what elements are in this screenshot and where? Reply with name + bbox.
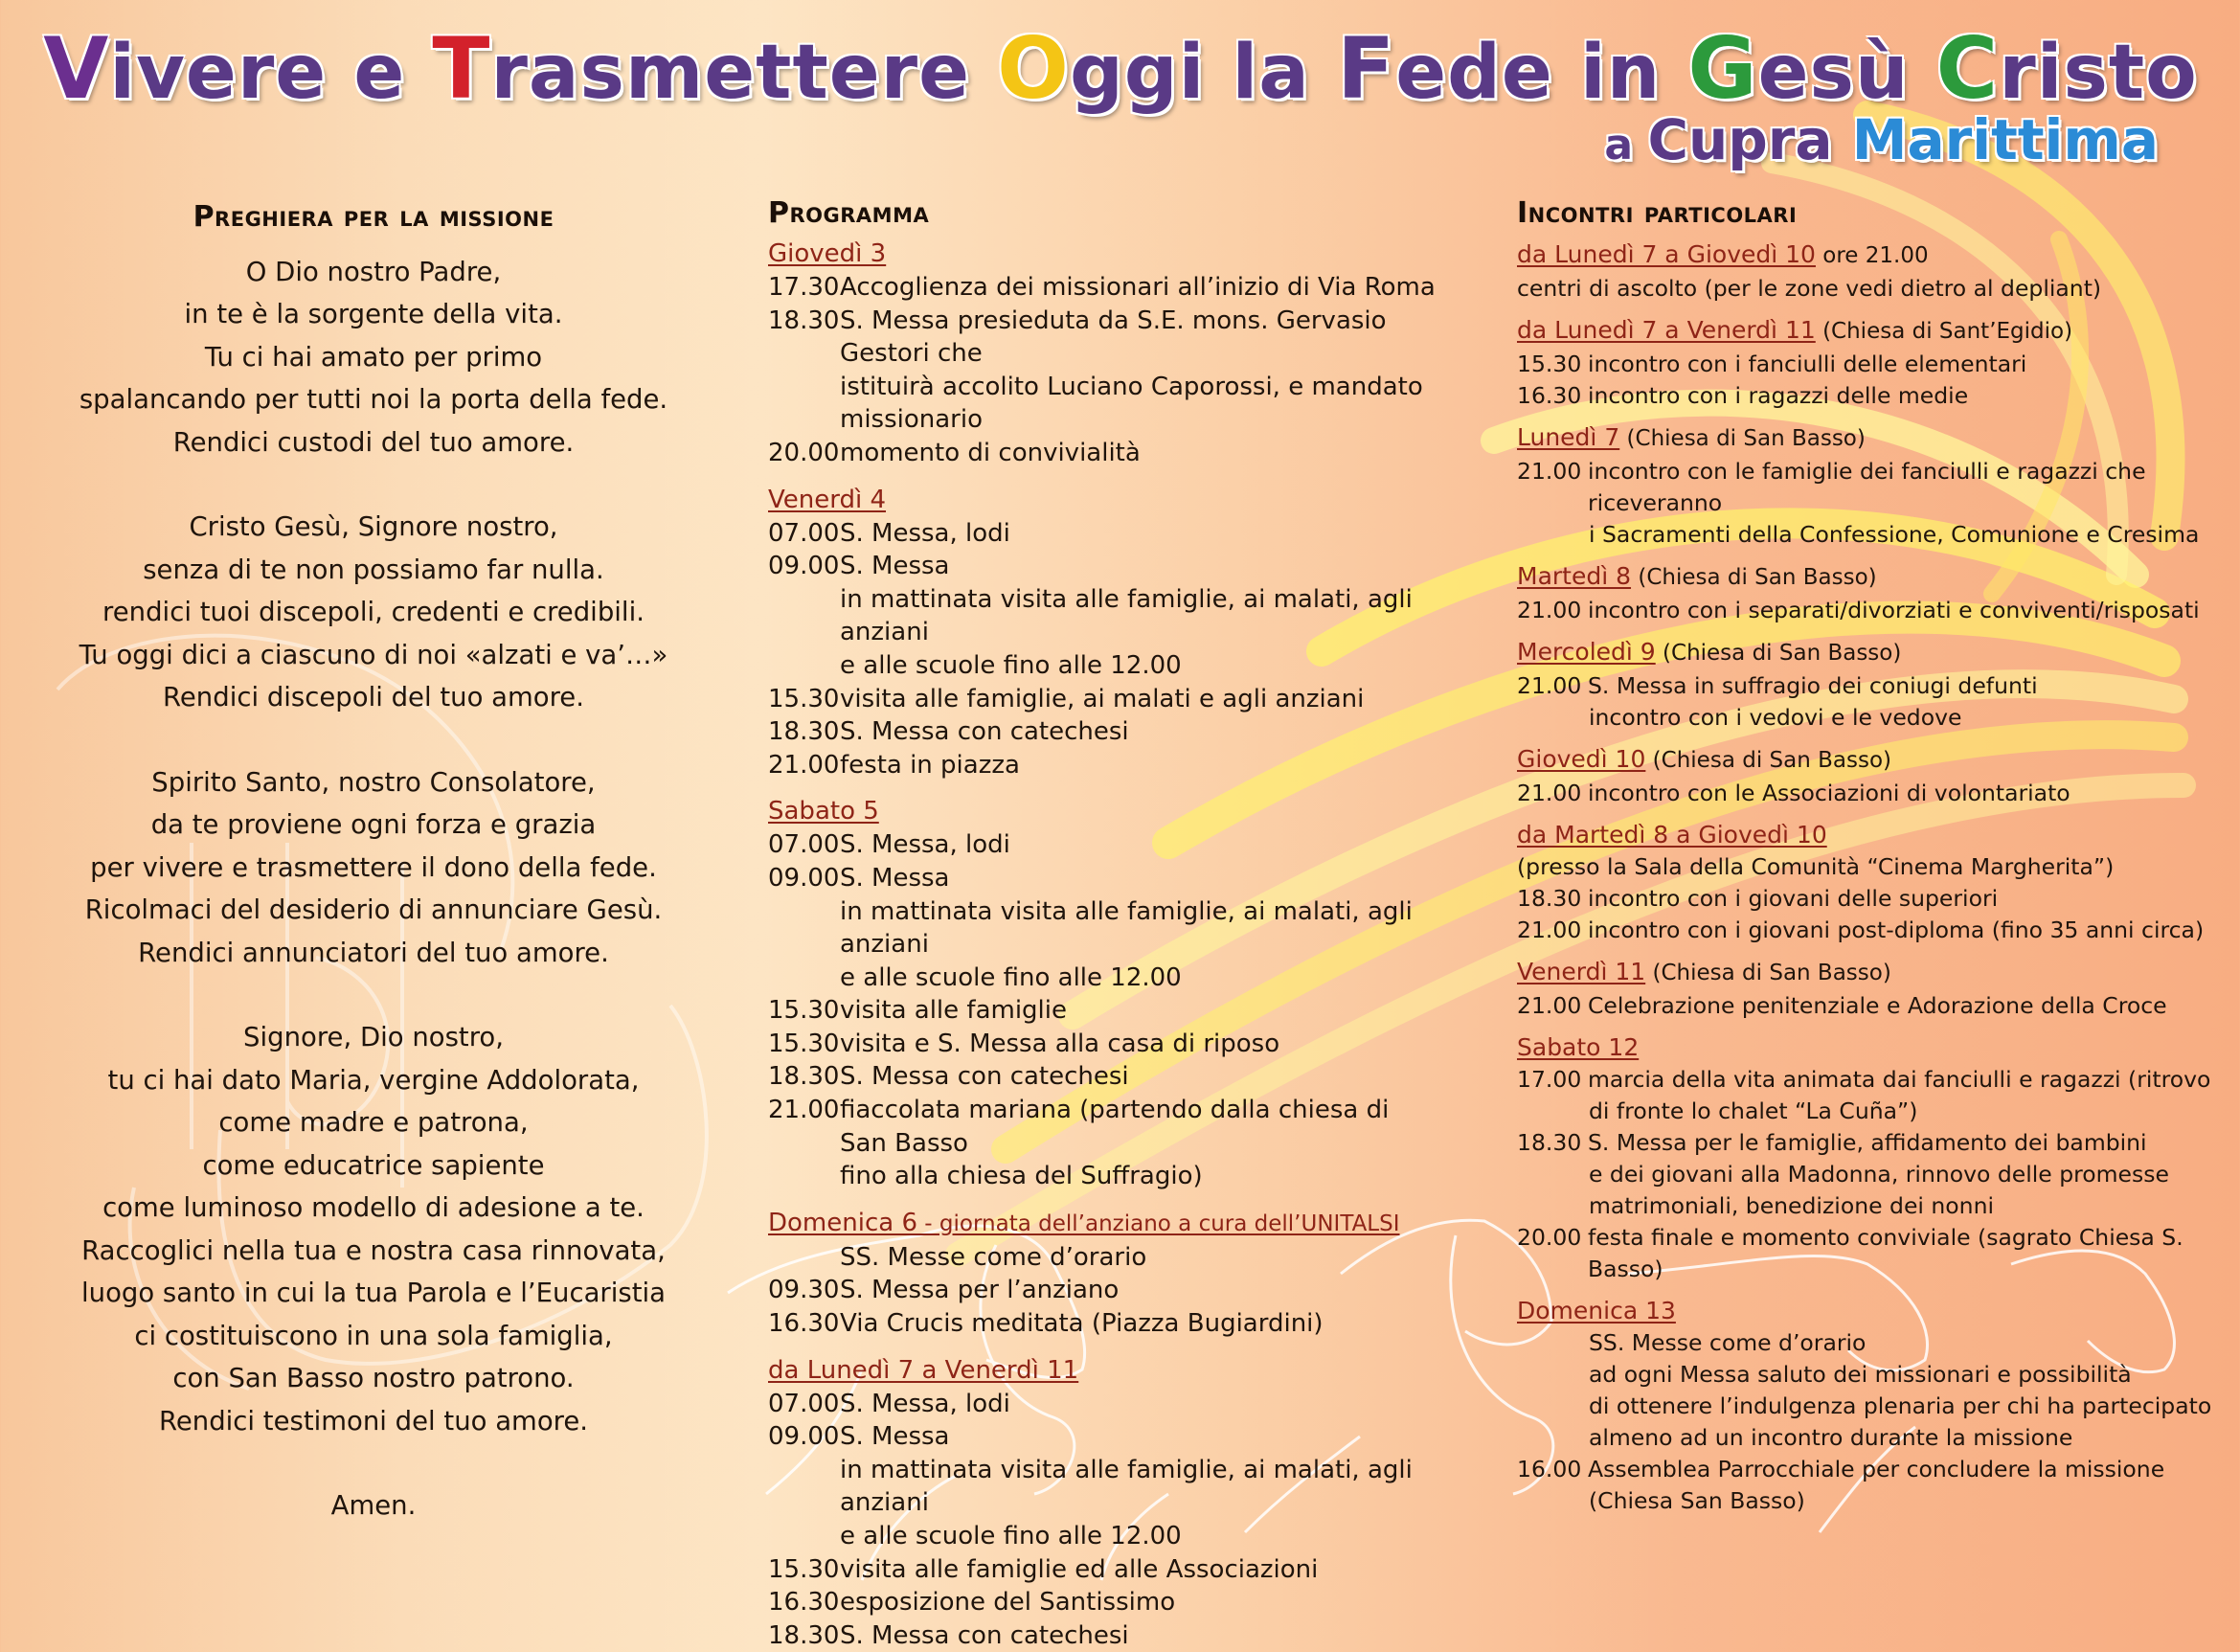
prayer-line: senza di te non possiamo far nulla.: [143, 554, 604, 585]
schedule-detail: di ottenere l’indulgenza plenaria per chi ha partecipato: [1589, 1392, 2212, 1419]
prayer-line: O Dio nostro Padre,: [245, 256, 502, 287]
schedule-time: 21.00: [1517, 780, 1582, 806]
incontro-extra: (Chiesa di San Basso): [1645, 748, 1891, 773]
incontro-title-text: da Lunedì 7 a Venerdì 11: [1517, 316, 1816, 344]
incontro-title-text: Domenica 13: [1517, 1297, 1676, 1324]
schedule-time: 09.00: [768, 863, 840, 893]
schedule-row: [1517, 1454, 2226, 1485]
schedule-row: [768, 550, 1438, 583]
incontro-title: [1517, 1294, 2226, 1327]
prayer-line: spalancando per tutti noi la porta della fede.: [79, 384, 668, 415]
schedule-activity: Via Crucis meditata (Piazza Bugiardini): [840, 1309, 1324, 1339]
incontro-title-text: da Martedì 8 a Giovedì 10: [1517, 821, 1827, 849]
subtitle-a: a: [1604, 121, 1648, 170]
incontri-body: [1517, 238, 2226, 1517]
schedule-row: [768, 715, 1438, 749]
incontro-title: [1517, 742, 2226, 778]
schedule-activity: S. Messa per l’anziano: [840, 1276, 1120, 1305]
prayer-line: per vivere e trasmettere il dono della fede.: [90, 851, 657, 883]
schedule-activity: S. Messa con catechesi: [840, 1620, 1129, 1650]
incontro-title: [1517, 559, 2226, 595]
prayer-column: [57, 196, 690, 1570]
prayer-stanza: [57, 761, 690, 975]
schedule-activity: S. Messa presieduta da S.E. mons. Gervasio Gestori che: [840, 306, 1387, 369]
schedule-row: [1517, 349, 2226, 380]
schedule-activity: visita alle famiglie: [840, 996, 1067, 1026]
incontro-title-text: Venerdì 11: [1517, 958, 1646, 985]
programma-column: [768, 196, 1438, 1652]
schedule-detail: in mattinata visita alle famiglie, ai malati, agli anziani: [840, 584, 1413, 647]
subtitle-marittima: Marittima: [1851, 107, 2159, 172]
schedule-row: [768, 828, 1438, 862]
page-subtitle: [1604, 107, 2159, 172]
schedule-detail: i Sacramenti della Confessione, Comunione e Cresima: [1589, 521, 2200, 548]
schedule-time: 17.30: [768, 273, 840, 302]
schedule-activity: incontro con i fanciulli delle elementari: [1588, 351, 2027, 377]
schedule-activity: S. Messa in suffragio dei coniugi defunti: [1588, 672, 2038, 699]
incontro-block: [1517, 1294, 2226, 1517]
schedule-time: 18.30: [768, 1620, 840, 1650]
incontro-block: [1517, 1030, 2226, 1285]
schedule-row: [1517, 1222, 2226, 1285]
schedule-row: [768, 437, 1438, 470]
schedule-row: [768, 994, 1438, 1028]
incontro-title: [1517, 635, 2226, 670]
schedule-time: 07.00: [768, 1389, 840, 1418]
incontro-title: [1517, 955, 2226, 990]
prayer-stanza: [57, 506, 690, 719]
incontro-title: [1517, 818, 2226, 851]
prayer-line: Signore, Dio nostro,: [243, 1022, 504, 1052]
schedule-activity: Assemblea Parrocchiale per concludere la missione: [1588, 1456, 2165, 1482]
prayer-stanza: [57, 1016, 690, 1442]
title-part: O: [997, 19, 1070, 118]
incontro-extra: (Chiesa di San Basso): [1619, 426, 1866, 451]
title-part: T: [432, 19, 491, 118]
schedule-time: 16.30: [1517, 382, 1582, 409]
schedule-row: [768, 305, 1438, 371]
schedule-time: 17.00: [1517, 1066, 1582, 1093]
schedule-detail: in mattinata visita alle famiglie, ai malati, agli anziani: [840, 1455, 1413, 1518]
schedule-activity: festa finale e momento conviviale (sagrato Chiesa S. Basso): [1588, 1224, 2183, 1282]
prayer-stanza: [57, 251, 690, 464]
schedule-activity: S. Messa con catechesi: [840, 717, 1129, 747]
schedule-row: [768, 1028, 1438, 1061]
schedule-time: 16.00: [1517, 1456, 1582, 1482]
schedule-row: [768, 1619, 1438, 1652]
schedule-time: 15.30: [768, 1554, 840, 1584]
schedule-detail: incontro con i vedovi e le vedove: [1589, 704, 1962, 731]
schedule-time: 15.30: [768, 996, 840, 1026]
schedule-activity: S. Messa con catechesi: [840, 1062, 1129, 1092]
schedule-row: [768, 1586, 1438, 1619]
schedule-time: 21.00: [1517, 672, 1582, 699]
day-block: [768, 1207, 1438, 1341]
title-part: ggi: [1069, 30, 1233, 116]
incontro-title: [1517, 420, 2226, 456]
day-title: [768, 484, 1438, 517]
schedule-activity: incontro con le famiglie dei fanciulli e ragazzi che riceveranno: [1588, 458, 2146, 516]
prayer-line: in te è la sorgente della vita.: [184, 299, 563, 329]
programma-heading: Programma: [768, 196, 930, 230]
prayer-line: Amen.: [330, 1490, 417, 1521]
schedule-activity: visita e S. Messa alla casa di riposo: [840, 1029, 1280, 1058]
schedule-row: [768, 271, 1438, 305]
schedule-row: [768, 1420, 1438, 1454]
schedule-activity: S. Messa: [840, 552, 950, 581]
prayer-line: Raccoglici nella tua e nostra casa rinnovata,: [81, 1234, 666, 1266]
prayer-line: Rendici discepoli del tuo amore.: [163, 682, 584, 713]
day-title-text: Venerdì 4: [768, 485, 887, 514]
schedule-time: 15.30: [768, 1029, 840, 1058]
incontro-block: [1517, 313, 2226, 412]
schedule-activity: esposizione del Santissimo: [840, 1588, 1176, 1618]
incontro-block: [1517, 238, 2226, 305]
schedule-time: 18.30: [1517, 1129, 1582, 1156]
prayer-line: luogo santo in cui la tua Parola e l’Eucaristia: [81, 1278, 666, 1308]
schedule-activity: S. Messa per le famiglie, affidamento dei bambini: [1588, 1129, 2147, 1156]
schedule-detail: (Chiesa San Basso): [1589, 1487, 1805, 1514]
incontro-extra: ore 21.00: [1815, 243, 1929, 268]
schedule-row: [768, 1094, 1438, 1160]
schedule-time: 18.30: [1517, 885, 1582, 912]
schedule-note: centri di ascolto (per le zone vedi dietro al depliant): [1517, 275, 2102, 302]
schedule-time: 16.30: [768, 1309, 840, 1339]
day-title-text: da Lunedì 7 a Venerdì 11: [768, 1355, 1079, 1385]
prayer-line: Cristo Gesù, Signore nostro,: [189, 511, 558, 542]
schedule-activity: fiaccolata mariana (partendo dalla chiesa di San Basso: [840, 1096, 1390, 1158]
day-block: [768, 238, 1438, 470]
prayer-line: Rendici testimoni del tuo amore.: [158, 1405, 589, 1437]
prayer-line: come luminoso modello di adesione a te.: [102, 1192, 645, 1223]
schedule-detail: fino alla chiesa del Suffragio): [840, 1162, 1203, 1191]
schedule-time: 21.00: [768, 750, 840, 780]
schedule-row: [768, 1388, 1438, 1421]
prayer-stanza: [57, 1484, 690, 1528]
schedule-time: 18.30: [768, 1062, 840, 1092]
schedule-row: [1517, 883, 2226, 915]
prayer-line: Rendici custodi del tuo amore.: [172, 426, 575, 458]
prayer-line: Tu ci hai amato per primo: [204, 341, 543, 373]
schedule-detail: almeno ad un incontro durante la missione: [1589, 1424, 2073, 1451]
schedule-time: 15.30: [1517, 351, 1582, 377]
prayer-line: da te proviene ogni forza e grazia: [150, 809, 597, 840]
incontro-extra: (Chiesa di Sant’Egidio): [1815, 319, 2073, 344]
prayer-line: Rendici annunciatori del tuo amore.: [138, 937, 609, 968]
title-part: risto: [1999, 30, 2198, 116]
page-title: [29, 19, 2212, 118]
incontro-extra: (Chiesa di San Basso): [1655, 641, 1902, 666]
schedule-time: 16.30: [768, 1588, 840, 1618]
day-block: [768, 795, 1438, 1193]
schedule-time: 21.00: [1517, 917, 1582, 943]
day-title: [768, 1354, 1438, 1388]
schedule-row: [1517, 456, 2226, 519]
title-part: rasmettere: [490, 30, 998, 116]
title-part: ede: [1395, 30, 1580, 116]
incontro-block: [1517, 635, 2226, 734]
prayer-line: con San Basso nostro patrono.: [172, 1363, 575, 1393]
schedule-row: [1517, 1127, 2226, 1159]
incontro-block: [1517, 818, 2226, 946]
prayer-line: Ricolmaci del desiderio di annunciare Gesù.: [84, 894, 663, 925]
incontro-block: [1517, 420, 2226, 551]
prayer-line: ci costituiscono in una sola famiglia,: [134, 1320, 613, 1351]
incontro-title-text: Sabato 12: [1517, 1033, 1640, 1061]
incontro-title-text: da Lunedì 7 a Giovedì 10: [1517, 240, 1816, 268]
schedule-time: 21.00: [1517, 458, 1582, 485]
title-part: in: [1579, 30, 1688, 116]
schedule-row: [1517, 1064, 2226, 1096]
programma-body: [768, 238, 1438, 1652]
incontro-title: [1517, 238, 2226, 273]
schedule-detail: SS. Messe come d’orario: [1589, 1329, 1867, 1356]
prayer-body: [57, 251, 690, 1528]
schedule-row: [768, 1274, 1438, 1307]
schedule-time: 21.00: [1517, 992, 1582, 1019]
schedule-time: 07.00: [768, 518, 840, 548]
schedule-row: [1517, 670, 2226, 702]
schedule-activity: visita alle famiglie, ai malati e agli anziani: [840, 684, 1365, 713]
schedule-row: [1517, 380, 2226, 412]
schedule-row: [768, 749, 1438, 782]
day-block: [768, 1354, 1438, 1652]
schedule-row: [768, 683, 1438, 716]
schedule-activity: S. Messa: [840, 1422, 950, 1452]
schedule-row: [768, 517, 1438, 551]
schedule-time: 07.00: [768, 830, 840, 860]
prayer-line: come madre e patrona,: [218, 1107, 529, 1138]
schedule-activity: incontro con i ragazzi delle medie: [1588, 382, 1969, 409]
prayer-line: rendici tuoi discepoli, credenti e credibili.: [102, 597, 645, 627]
schedule-time: 09.30: [768, 1276, 840, 1305]
prayer-line: Tu oggi dici a ciascuno di noi «alzati e va’…»: [79, 639, 668, 670]
schedule-activity: incontro con le Associazioni di volontariato: [1588, 780, 2070, 806]
subtitle-cupra: Cupra: [1647, 107, 1852, 172]
title-part: V: [43, 19, 110, 118]
schedule-activity: S. Messa, lodi: [840, 518, 1010, 548]
incontro-block: [1517, 955, 2226, 1022]
day-title-text: Sabato 5: [768, 797, 879, 826]
schedule-activity: incontro con i giovani delle superiori: [1588, 885, 1999, 912]
prayer-line: come educatrice sapiente: [202, 1149, 545, 1181]
incontro-extra: (Chiesa di San Basso): [1645, 961, 1891, 985]
incontro-title: [1517, 1030, 2226, 1064]
day-title-text: Giovedì 3: [768, 239, 887, 268]
schedule-activity: Celebrazione penitenziale e Adorazione della Croce: [1588, 992, 2167, 1019]
schedule-activity: Accoglienza dei missionari all’inizio di Via Roma: [840, 273, 1436, 302]
schedule-activity: momento di convivialità: [840, 438, 1141, 467]
schedule-time: 15.30: [768, 684, 840, 713]
prayer-line: Spirito Santo, nostro Consolatore,: [151, 766, 596, 798]
schedule-row: [768, 862, 1438, 895]
schedule-row: [1517, 915, 2226, 946]
schedule-row: [768, 1060, 1438, 1094]
schedule-detail: ad ogni Messa saluto dei missionari e possibilità: [1589, 1361, 2132, 1388]
schedule-detail: in mattinata visita alle famiglie, ai malati, agli anziani: [840, 896, 1413, 960]
schedule-time: 18.30: [768, 717, 840, 747]
schedule-note: (presso la Sala della Comunità “Cinema Margherita”): [1517, 853, 2115, 880]
schedule-row: [1517, 778, 2226, 809]
schedule-detail: e alle scuole fino alle 12.00: [840, 650, 1182, 680]
schedule-activity: incontro con i giovani post-diploma (fino 35 anni circa): [1588, 917, 2205, 943]
incontri-heading: Incontri particolari: [1517, 196, 1798, 230]
incontro-title: [1517, 313, 2226, 349]
schedule-time: 20.00: [768, 438, 840, 467]
incontro-block: [1517, 559, 2226, 626]
title-part: ivere: [109, 30, 354, 116]
incontro-block: [1517, 742, 2226, 809]
schedule-detail: e dei giovani alla Madonna, rinnovo delle promesse: [1589, 1161, 2169, 1188]
schedule-time: 09.00: [768, 552, 840, 581]
day-title-text: Domenica 6: [768, 1208, 917, 1237]
schedule-detail: SS. Messe come d’orario: [840, 1242, 1147, 1272]
schedule-activity: visita alle famiglie ed alle Associazioni: [840, 1554, 1319, 1584]
incontro-title-text: Martedì 8: [1517, 562, 1632, 590]
title-part: F: [1337, 19, 1396, 118]
incontro-title-text: Giovedì 10: [1517, 745, 1646, 773]
schedule-time: 18.30: [768, 306, 840, 335]
prayer-heading: Preghiera per la missione: [192, 200, 554, 234]
schedule-time: 21.00: [768, 1096, 840, 1125]
schedule-time: 21.00: [1517, 597, 1582, 623]
title-part: esù: [1757, 30, 1936, 116]
schedule-row: [1517, 595, 2226, 626]
schedule-activity: S. Messa, lodi: [840, 1389, 1010, 1418]
prayer-line: tu ci hai dato Maria, vergine Addolorata,: [107, 1064, 640, 1096]
schedule-activity: incontro con i separati/divorziati e conviventi/risposati: [1588, 597, 2200, 623]
schedule-time: 20.00: [1517, 1224, 1582, 1251]
incontro-title-text: Mercoledì 9: [1517, 638, 1656, 666]
schedule-row: [768, 1553, 1438, 1587]
schedule-row: [1517, 990, 2226, 1022]
title-part: C: [1935, 19, 2000, 118]
day-title: [768, 795, 1438, 828]
schedule-detail: e alle scuole fino alle 12.00: [840, 1522, 1182, 1550]
title-part: G: [1687, 19, 1758, 118]
schedule-activity: marcia della vita animata dai fanciulli e ragazzi (ritrovo: [1588, 1066, 2211, 1093]
schedule-detail: matrimoniali, benedizione dei nonni: [1589, 1192, 1994, 1219]
schedule-detail: istituirà accolito Luciano Caporossi, e mandato missionario: [840, 372, 1423, 435]
incontro-extra: (Chiesa di San Basso): [1631, 565, 1877, 590]
day-block: [768, 484, 1438, 782]
day-title: [768, 238, 1438, 271]
schedule-activity: festa in piazza: [840, 750, 1020, 780]
day-title: [768, 1207, 1438, 1241]
schedule-activity: S. Messa, lodi: [840, 830, 1010, 860]
incontri-column: [1517, 196, 2226, 1517]
incontro-title-text: Lunedì 7: [1517, 423, 1620, 451]
schedule-row: [768, 1307, 1438, 1341]
schedule-detail: e alle scuole fino alle 12.00: [840, 962, 1182, 992]
day-note: - giornata dell’anziano a cura dell’UNITALSI: [917, 1211, 1400, 1236]
title-part: la: [1232, 30, 1338, 116]
schedule-time: 09.00: [768, 1422, 840, 1452]
schedule-activity: S. Messa: [840, 863, 950, 893]
title-part: e: [353, 30, 433, 116]
schedule-detail: di fronte lo chalet “La Cuña”): [1589, 1098, 1918, 1124]
